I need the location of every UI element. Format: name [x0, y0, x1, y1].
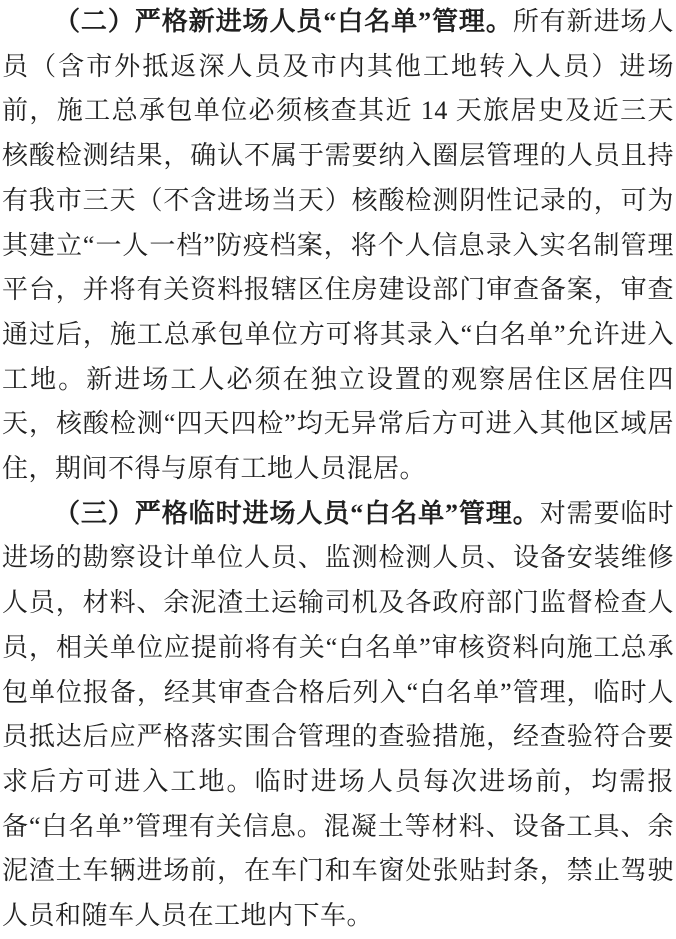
paragraph-section-3-body: 对需要临时进场的勘察设计单位人员、监测检测人员、设备安装维修人员，材料、余泥渣土运输司机及各政府部门监督检查人员，相关单位应提前将有关“白名单”审核资料向施工总承包单位报备，经其审查合格后列入“白名单”管理，临时人员抵达后应严格落实围合管理的查验措施，经查验符合要求后方可进入工地。临时进场人员每次进场前，均需报备“白名单”管理有关信息。混凝土等材料、设备工具、余泥渣土车辆进场前，在车门和车窗处张贴封条，禁止驾驶人员和随车人员在工地内下车。 [2, 498, 674, 931]
paragraph-section-3-heading: （三）严格临时进场人员“白名单”管理。 [54, 498, 540, 528]
paragraph-section-2-heading: （二）严格新进场人员“白名单”管理。 [54, 7, 513, 36]
paragraph-section-2-body: 所有新进场人员（含市外抵返深人员及市内其他工地转入人员）进场前，施工总承包单位必须核查其近 14 天旅居史及近三天核酸检测结果，确认不属于需要纳入圈层管理的人员且持有我市三天（不含进场当天）核酸检测阴性记录的，可为其建立“一人一档”防疫档案，将个人信息录入实名制管理平台，并将有关资料报辖区住房建设部门审查备案，审查通过后，施工总承包单位方可将其录入“白名单”允许进入工地。新进场工人必须在独立设置的观察居住区居住四天，核酸检测“四天四检”均无异常后方可进入其他区域居住，期间不得与原有工地人员混居。 [2, 7, 674, 484]
paragraph-section-3 [2, 492, 674, 939]
paragraph-section-2 [2, 0, 674, 492]
